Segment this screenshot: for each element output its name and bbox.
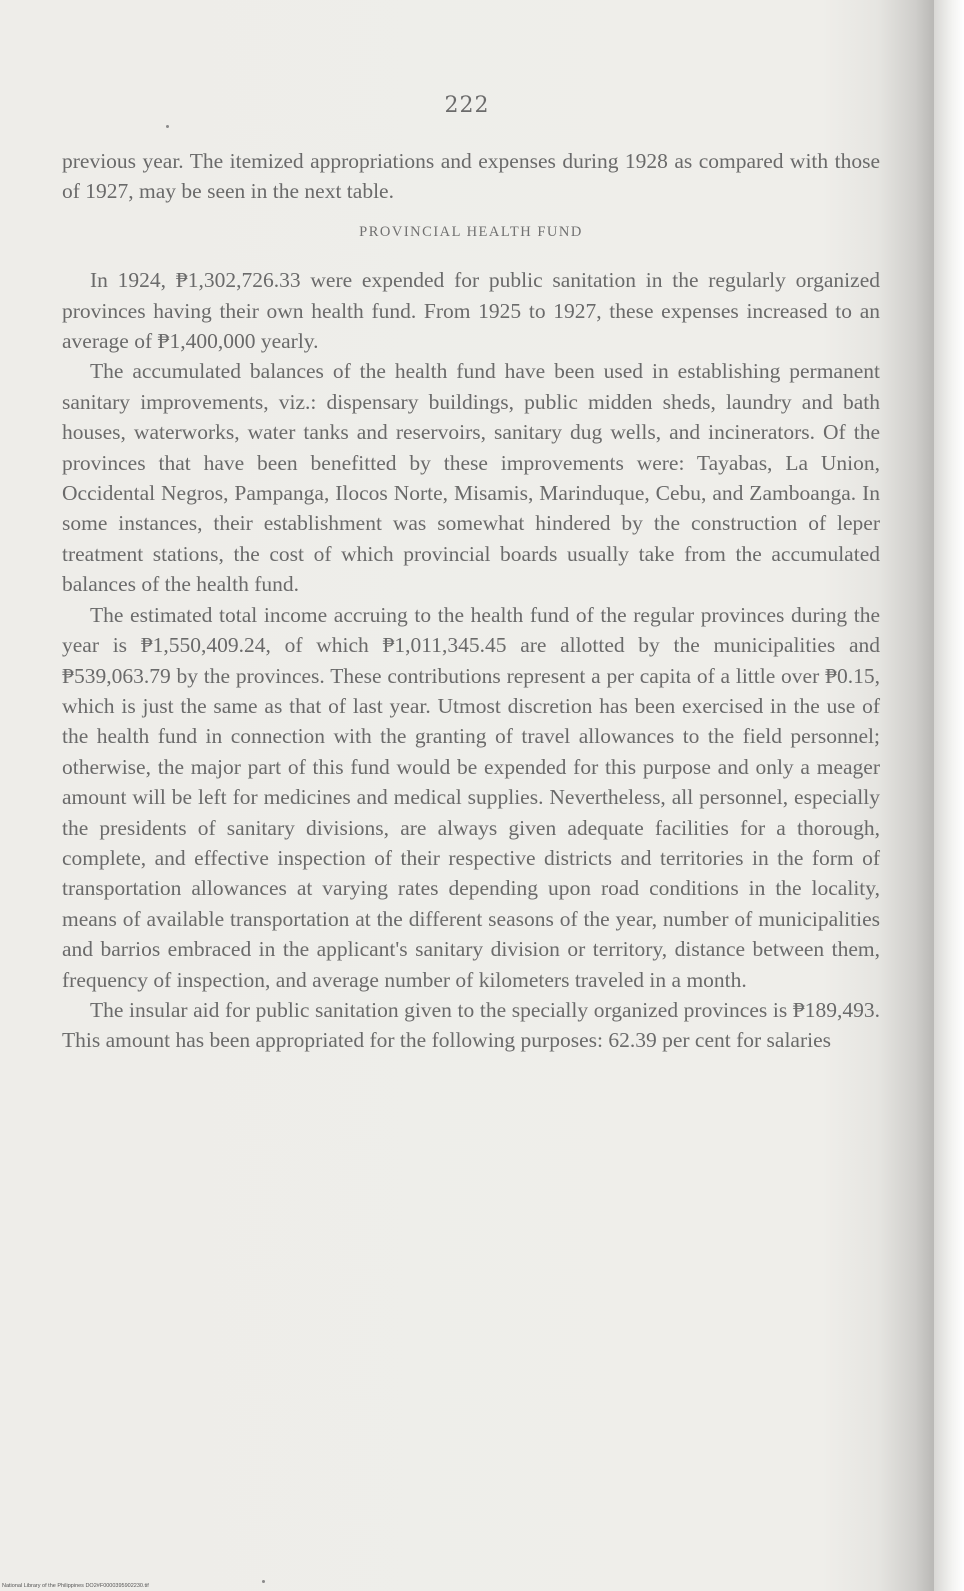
paragraph: The accumulated balances of the health fund have been used in establishing permanent sanitary improvements, viz.: dispensary buildings, public midden sheds, laundry and bath houses, waterworks, water tanks and reservoirs, sanitary dug wells, and incinerators. Of the provinces that have been benefitted by these improvements were: Tayabas, La Union, Occidental Negros, Pampanga, Ilocos Norte, Misamis, Marinduque, Cebu, and Zamboanga. In some instances, their establishment was somewhat hindered by the construction of leper treatment stations, the cost of which provincial boards usually take from the accumulated balances of the health fund. <box>62 359 880 597</box>
paragraph: The estimated total income accruing to the health fund of the regular provinces during the year is ₱1,550,409.24, of which ₱1,011,345.45 are allotted by the municipalities and ₱539,063.79 by the provinces. These contributions represent a per capita of a little over ₱0.15, which is just the same as that of last year. Utmost discretion has been exercised in the use of the health fund in connection with the granting of travel allowances to the field personnel; otherwise, the major part of this fund would be expended for this purpose and only a meager amount will be left for medicines and medical supplies. Nevertheless, all personnel, especially the presidents of sanitary divisions, are always given adequate facilities for a thorough, complete, and effective inspection of their respective districts and territories in the form of transportation allowances at varying rates depending upon road conditions in the locality, means of available transportation at the different seasons of the year, number of municipalities and barrios embraced in the applicant's sanitary division or territory, distance between them, frequency of inspection, and average number of kilometers traveled in a month. <box>62 602 880 992</box>
section-heading: PROVINCIAL HEALTH FUND <box>359 223 583 240</box>
paragraph: In 1924, ₱1,302,726.33 were expended for public sanitation in the regularly organized provinces having their own health fund. From 1925 to 1927, these expenses increased to an average of ₱1,400,000 yearly. <box>62 268 880 354</box>
body-text <box>62 146 880 1056</box>
page-number: 222 <box>444 93 490 118</box>
paragraph: The insular aid for public sanitation given to the specially organized provinces is ₱189,493. This amount has been appropriated for the following purposes: 62.39 per cent for salaries <box>62 997 880 1053</box>
paragraph-continued: previous year. The itemized appropriations and expenses during 1928 as compared with those of 1927, may be seen in the next table. <box>62 149 880 204</box>
paper-speck <box>166 125 169 128</box>
paper-speck <box>262 1580 265 1583</box>
page-edge-shadow <box>934 0 964 1591</box>
scan-source-note: National Library of the Philippines DO2#F0000395902230.tif <box>2 1583 149 1589</box>
